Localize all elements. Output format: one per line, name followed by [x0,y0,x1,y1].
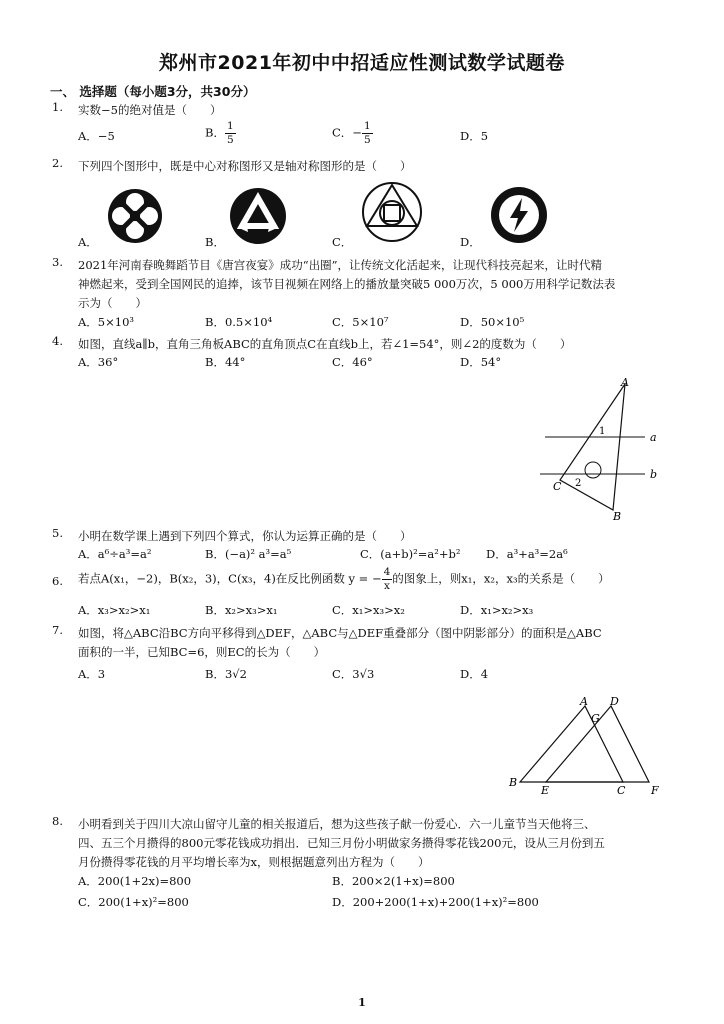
question-text: 若点A(x₁，−2)，B(x₂，3)，C(x₃，4)在反比例函数 y = − $\frac{4}{x}$ 的图象上，则x₁，x₂，x₃的关系是（ ） [78,566,610,592]
question-text-line-2: 面积的一半，已知BC=6，则EC的长为（ ） [78,645,326,659]
label-B: B [613,510,622,522]
lightning-figure-icon [488,184,550,246]
option-d: D．200+200(1+x)+200(1+x)²=800 [332,895,539,909]
question-number: 4. [52,334,63,348]
option-d: D．54° [460,355,502,369]
option-d: D．a³+a³=2a⁶ [486,547,568,561]
option-b: B．200×2(1+x)=800 [332,874,455,888]
option-c: C．x₁>x₃>x₂ [332,603,405,617]
question-text-line-2: 四、五三个月攒得的800元零花钱成功捐出．已知三月份小明做家务攒得零花钱200元，设从三月份到五 [78,836,605,850]
page-number: 1 [358,996,366,1009]
triangle-circle-figure-icon [360,180,424,244]
option-a: A．x₃>x₂>x₁ [78,603,151,617]
label-B: B [509,776,518,789]
triangle-abc [560,384,625,510]
page-title: 郑州市2021年初中中招适应性测试数学试题卷 [159,52,565,74]
label-C: C [617,784,626,797]
question-number: 7. [52,623,63,637]
label-angle-1: 1 [599,426,606,437]
question-number: 5. [52,526,63,540]
option-b: B．x₂>x₃>x₁ [205,603,278,617]
label-b: b [650,468,658,481]
option-c: C． [332,235,353,249]
question-text-line-3: 月份攒得零花钱的月平均增长率为x，则根据题意列出方程为（ ） [78,855,430,869]
option-d: D．50×10⁵ [460,315,525,329]
q4-geometry-figure [535,372,670,522]
question-text-line-1: 如图，将△ABC沿BC方向平移得到△DEF，△ABC与△DEF重叠部分（图中阴影部分）的面积是△ABC [78,626,602,640]
option-b: B．3√2 [205,667,247,681]
question-number: 3. [52,255,63,269]
question-text: 小明在数学课上遇到下列四个算式，你认为运算正确的是（ ） [78,529,412,543]
label-F: F [651,784,659,797]
q7-geometry-figure [505,694,665,799]
label-A: A [580,695,588,708]
option-b: B． [205,235,225,249]
question-text-line-1: 2021年河南春晚舞蹈节目《唐宫夜宴》成功“出圈”，让传统文化活起来，让现代科技亮起来，让时代精 [78,258,603,272]
option-a: A． [78,235,98,249]
option-c: C．200(1+x)²=800 [78,895,189,909]
question-text: 下列四个图形中，既是中心对称图形又是轴对称图形的是（ ） [78,159,412,173]
option-c: C．(a+b)²=a²+b² [360,547,461,561]
recycle-figure-icon [228,186,288,246]
option-d: D．5 [460,129,489,143]
option-c: C．3√3 [332,667,375,681]
option-d: D． [460,235,481,249]
label-angle-2: 2 [575,478,582,489]
option-a: A．5×10³ [78,315,135,329]
option-a: A．36° [78,355,119,369]
question-text-line-3: 示为（ ） [78,296,147,310]
question-text-line-1: 小明看到关于四川大凉山留守儿童的相关报道后，想为这些孩子献一份爱心．六一儿童节当天他将三、 [78,817,596,831]
option-d: D．x₁>x₂>x₃ [460,603,534,617]
question-number: 6. [52,574,63,588]
option-c: C．5×10⁷ [332,315,389,329]
option-a: A．200(1+2x)=800 [78,874,192,888]
option-b: B． $\frac{1}{5}$ [205,120,234,146]
option-a: A．−5 [78,129,115,143]
option-c: C．− $\frac{1}{5}$ [332,120,371,146]
option-b: B．(−a)² a³=a⁵ [205,547,292,561]
right-angle-mark [585,462,601,478]
label-C: C [553,480,562,493]
label-E: E [541,784,550,797]
question-text: 实数−5的绝对值是（ ） [78,103,222,117]
question-text: 如图，直线a∥b，直角三角板ABC的直角顶点C在直线b上，若∠1=54°，则∠2的度数为（ ） [78,337,572,351]
question-number: 2. [52,156,63,170]
figure-a-icon [105,186,165,246]
label-A: A [621,376,629,389]
question-number: 1. [52,100,63,114]
option-b: B．44° [205,355,246,369]
question-text-line-2: 神燃起来，受到全国网民的追捧，该节目视频在网络上的播放量突破5 000万次，5 000万用科学记数法表 [78,277,616,291]
option-c: C．46° [332,355,373,369]
label-G: G [591,712,600,725]
label-D: D [610,695,619,708]
triangle-abc [520,706,623,782]
label-a: a [650,431,657,444]
option-a: A．3 [78,667,106,681]
option-b: B．0.5×10⁴ [205,315,273,329]
option-d: D．4 [460,667,489,681]
question-number: 8. [52,814,63,828]
option-a: A．a⁶÷a³=a² [78,547,152,561]
section-heading: 一、 选择题（每小题3分，共30分） [50,84,256,99]
